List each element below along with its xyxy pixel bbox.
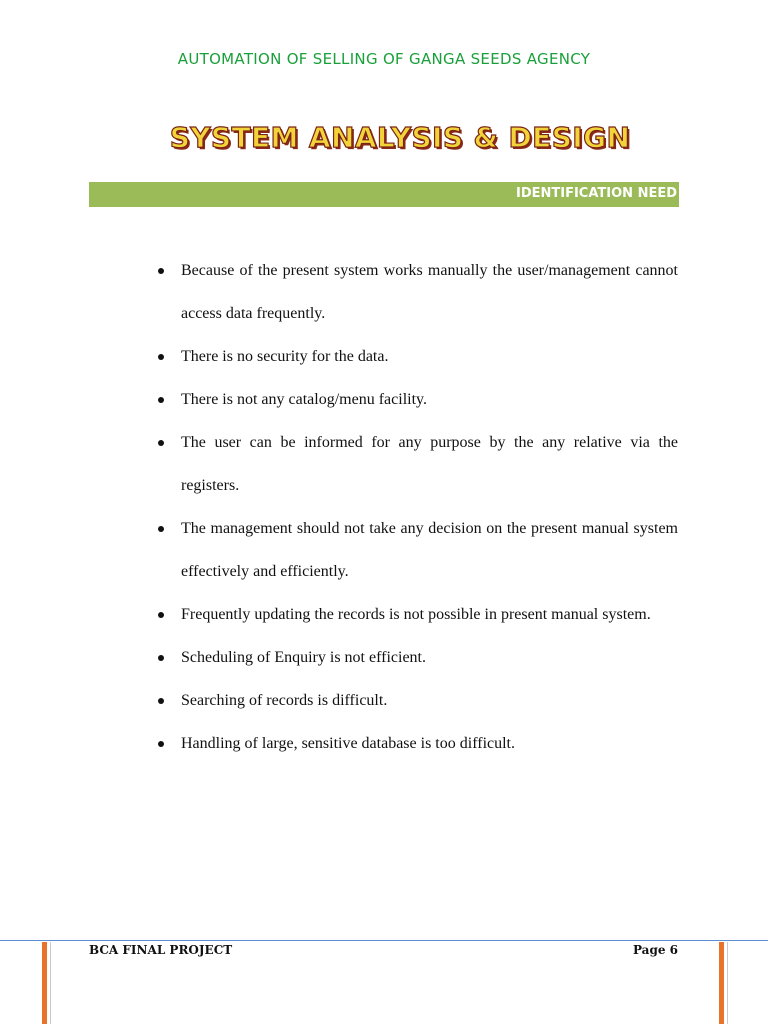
section-title: SYSTEM ANALYSIS & DESIGN [169, 121, 631, 154]
bullet-item: Searching of records is difficult. [152, 679, 678, 722]
bullet-item: There is not any catalog/menu facility. [152, 378, 678, 421]
running-header: AUTOMATION OF SELLING OF GANGA SEEDS AGENCY [177, 50, 591, 68]
bullet-item: The user can be informed for any purpose by the any relative via the registers. [152, 421, 678, 507]
bullet-item: Scheduling of Enquiry is not efficient. [152, 636, 678, 679]
bullet-item: The management should not take any decision on the present manual system effectively and efficiently. [152, 507, 678, 593]
footer-project-label: BCA FINAL PROJECT [89, 943, 233, 957]
bullet-item: Handling of large, sensitive database is too difficult. [152, 722, 678, 765]
bullet-list [152, 249, 678, 765]
bullet-item: Because of the present system works manually the user/management cannot access data frequently. [152, 249, 678, 335]
band-label: IDENTIFICATION NEED [516, 186, 677, 201]
footer-right-accent-line [727, 942, 728, 1024]
bullet-item: Frequently updating the records is not possible in present manual system. [152, 593, 678, 636]
footer-left-accent-bar [42, 942, 47, 1024]
footer-right-accent-bar [719, 942, 724, 1024]
section-band [89, 182, 679, 207]
bullet-item: There is no security for the data. [152, 335, 678, 378]
footer-left-accent-line [50, 942, 51, 1024]
footer-rule [0, 940, 768, 941]
footer-page-number: Page 6 [632, 943, 678, 957]
